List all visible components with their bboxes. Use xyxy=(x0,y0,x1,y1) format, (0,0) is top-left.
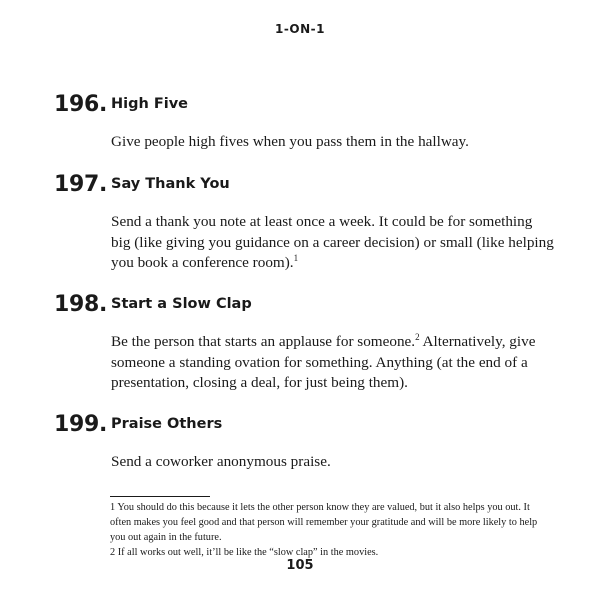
tip-heading xyxy=(54,412,554,442)
tip-title: Praise Others xyxy=(111,416,223,432)
tip-title: Say Thank You xyxy=(111,176,230,192)
footnote-ref: 2 xyxy=(415,331,420,342)
tip-body-text: Send a thank you note at least once a week. It could be for something big (like giving you guidance on a career decision) or small (like helping you book a conference room). xyxy=(111,213,554,271)
page-number: 105 xyxy=(286,558,314,573)
tip-body xyxy=(111,452,554,473)
tip-body xyxy=(111,212,554,274)
tip-number: 198. xyxy=(54,292,108,317)
tip-heading xyxy=(54,292,554,322)
tip-number: 197. xyxy=(54,172,108,197)
footnote-ref: 1 xyxy=(293,252,299,263)
footnote-rule xyxy=(110,496,210,497)
tip-body-paragraph xyxy=(111,212,554,274)
tip-body-text: Be the person that starts an applause for someone. xyxy=(111,333,416,350)
tip-body xyxy=(111,332,554,394)
tip-197 xyxy=(54,172,554,271)
tip-heading xyxy=(54,92,554,122)
tip-number: 199. xyxy=(54,412,108,437)
footnote-1: 1 You should do this because it lets the other person know they are valued, but it also helps you out. It often makes you feel good and that person will remember your gratitude and will be more likely to help you out again in the future. xyxy=(110,502,538,543)
tip-198 xyxy=(54,292,554,391)
tip-body xyxy=(111,132,554,153)
tip-body-text: Give people high fives when you pass them in the hallway. xyxy=(111,133,469,150)
tip-body-paragraph xyxy=(111,332,554,394)
tip-body-text: Send a coworker anonymous praise. xyxy=(111,453,331,470)
footnote-2: 2 If all works out well, it’ll be like the “slow clap” in the movies. xyxy=(110,547,379,558)
footnotes xyxy=(110,500,550,560)
tip-199 xyxy=(54,412,554,470)
tip-title: High Five xyxy=(111,96,189,112)
tip-number: 196. xyxy=(54,92,108,117)
tip-title: Start a Slow Clap xyxy=(111,296,252,312)
running-head: 1-ON-1 xyxy=(275,22,325,36)
tip-heading xyxy=(54,172,554,202)
tip-body-text-cont: Alternatively, give someone a standing ovation for something. Anything (at the end of a presentation, closing a deal, for just being them). xyxy=(111,333,536,391)
tip-196 xyxy=(54,92,554,150)
